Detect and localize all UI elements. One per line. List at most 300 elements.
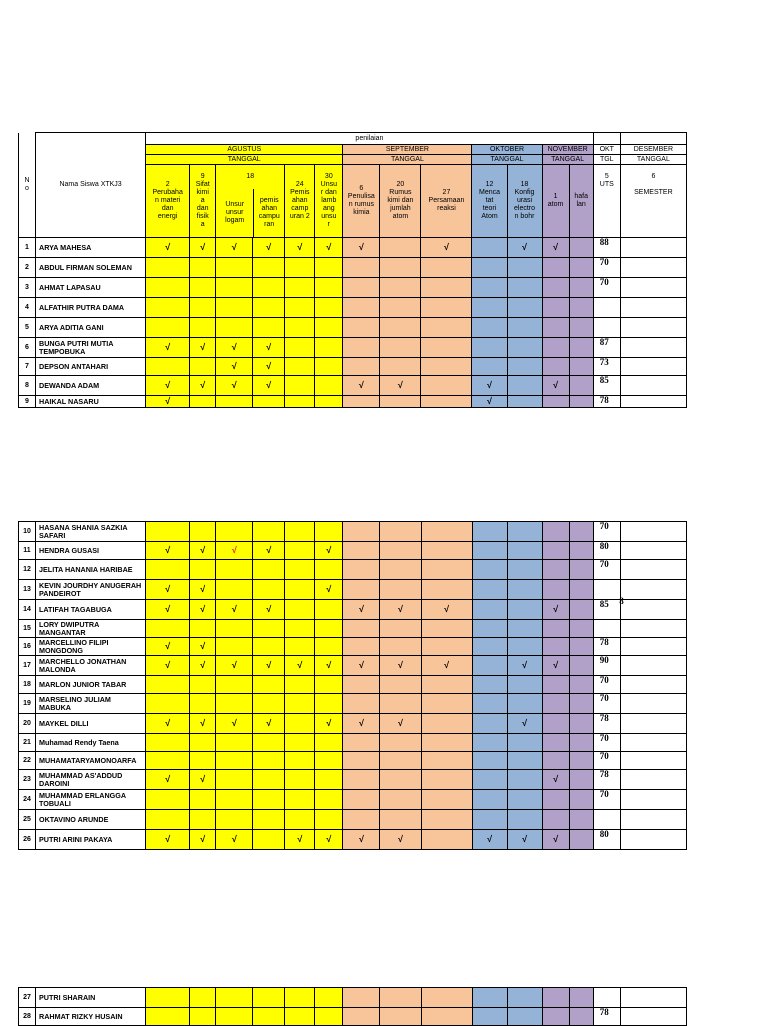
student-name: LATIFAH TAGABUGA bbox=[36, 600, 146, 620]
month-november: NOVEMBER bbox=[542, 145, 593, 155]
student-name: MUHAMMAD AS'ADDUD DAROINI bbox=[36, 770, 146, 790]
grade-cell bbox=[507, 1008, 542, 1026]
uts-score bbox=[593, 580, 620, 600]
grade-cell bbox=[380, 988, 421, 1008]
grade-cell bbox=[190, 620, 216, 638]
grade-cell bbox=[190, 638, 216, 656]
semester-score bbox=[620, 600, 686, 620]
table-row bbox=[19, 396, 687, 408]
grade-cell bbox=[472, 522, 507, 542]
grade-cell bbox=[472, 560, 507, 580]
table-row bbox=[19, 714, 687, 734]
check-mark: √ bbox=[487, 395, 492, 406]
grade-cell bbox=[315, 620, 343, 638]
grade-cell bbox=[253, 752, 285, 770]
uts-score bbox=[593, 676, 620, 694]
grade-cell bbox=[421, 338, 472, 358]
grade-table-part-1 bbox=[18, 132, 687, 408]
grade-cell bbox=[542, 600, 569, 620]
grade-cell bbox=[315, 714, 343, 734]
grade-cell bbox=[343, 580, 380, 600]
check-mark: √ bbox=[398, 603, 403, 614]
row-number: 3 bbox=[19, 278, 36, 298]
grade-cell bbox=[507, 770, 542, 790]
uts-score bbox=[593, 1008, 620, 1026]
grade-cell bbox=[285, 714, 315, 734]
table-row bbox=[19, 734, 687, 752]
grade-cell bbox=[216, 542, 253, 560]
grade-cell bbox=[569, 734, 593, 752]
check-mark: √ bbox=[297, 833, 303, 844]
grade-cell bbox=[343, 258, 380, 278]
grade-cell bbox=[315, 770, 343, 790]
grade-cell bbox=[253, 734, 285, 752]
grade-cell bbox=[507, 988, 542, 1008]
grade-cell bbox=[380, 258, 421, 278]
grade-cell bbox=[507, 318, 542, 338]
grade-cell bbox=[285, 278, 315, 298]
check-mark: √ bbox=[231, 603, 237, 614]
semester-score bbox=[620, 560, 686, 580]
student-name: HENDRA GUSASI bbox=[36, 542, 146, 560]
check-mark: √ bbox=[200, 717, 206, 728]
col-penulisan-rumus: 6 Penulisa n rumus kimia bbox=[343, 165, 380, 238]
semester-score bbox=[620, 1008, 686, 1026]
check-mark: √ bbox=[487, 379, 492, 390]
grade-cell bbox=[343, 338, 380, 358]
check-mark: √ bbox=[266, 659, 272, 670]
check-mark: √ bbox=[398, 833, 403, 844]
grade-cell bbox=[542, 830, 569, 850]
grade-cell bbox=[569, 620, 593, 638]
check-mark: √ bbox=[200, 341, 206, 352]
grade-cell bbox=[569, 1008, 593, 1026]
check-mark: √ bbox=[231, 717, 237, 728]
table-row bbox=[19, 830, 687, 850]
grade-cell bbox=[380, 238, 421, 258]
table-row bbox=[19, 560, 687, 580]
grade-cell bbox=[507, 358, 542, 376]
grade-cell bbox=[569, 600, 593, 620]
grade-cell bbox=[190, 258, 216, 278]
grade-cell bbox=[216, 752, 253, 770]
check-mark: √ bbox=[297, 659, 303, 670]
grade-cell bbox=[472, 1008, 507, 1026]
check-mark: √ bbox=[165, 773, 171, 784]
row-number: 28 bbox=[19, 1008, 36, 1026]
month-agustus: AGUSTUS bbox=[146, 145, 343, 155]
check-mark: √ bbox=[266, 360, 272, 371]
grade-cell bbox=[285, 298, 315, 318]
grade-cell bbox=[285, 560, 315, 580]
grade-cell bbox=[285, 830, 315, 850]
grade-cell bbox=[569, 358, 593, 376]
grade-cell bbox=[380, 600, 421, 620]
grade-cell bbox=[421, 790, 472, 810]
grade-cell bbox=[146, 1008, 190, 1026]
student-name: Muhamad Rendy Taena bbox=[36, 734, 146, 752]
grade-cell bbox=[343, 298, 380, 318]
section-3-rows bbox=[19, 988, 687, 1026]
col-sifat-kimia: 9 Sifat kimi a dan fisik a bbox=[190, 165, 216, 238]
grade-cell bbox=[421, 752, 472, 770]
grade-cell bbox=[315, 278, 343, 298]
uts-score-value: 90 bbox=[599, 655, 609, 665]
grade-cell bbox=[542, 770, 569, 790]
grade-cell bbox=[507, 396, 542, 408]
grade-cell bbox=[216, 560, 253, 580]
student-name: ALFATHIR PUTRA DAMA bbox=[36, 298, 146, 318]
grade-cell bbox=[315, 542, 343, 560]
grade-cell bbox=[315, 676, 343, 694]
grade-cell bbox=[507, 580, 542, 600]
uts-score bbox=[593, 542, 620, 560]
semester-score bbox=[620, 810, 686, 830]
grade-cell bbox=[507, 338, 542, 358]
check-mark: √ bbox=[266, 544, 272, 555]
grade-cell bbox=[315, 752, 343, 770]
check-mark: √ bbox=[398, 659, 403, 670]
check-mark: √ bbox=[165, 241, 171, 252]
grade-cell bbox=[285, 734, 315, 752]
grade-cell bbox=[507, 810, 542, 830]
row-number: 7 bbox=[19, 358, 36, 376]
uts-score bbox=[593, 790, 620, 810]
grade-cell bbox=[315, 396, 343, 408]
grade-cell bbox=[569, 560, 593, 580]
header-penilaian: penilaian bbox=[146, 133, 594, 145]
semester-score bbox=[620, 790, 686, 810]
grade-cell bbox=[253, 714, 285, 734]
grade-cell bbox=[285, 752, 315, 770]
student-name: RAHMAT RIZKY HUSAIN bbox=[36, 1008, 146, 1026]
row-number: 18 bbox=[19, 676, 36, 694]
grade-cell bbox=[569, 238, 593, 258]
uts-score-value: 80 bbox=[599, 541, 609, 551]
grade-cell bbox=[285, 810, 315, 830]
grade-cell bbox=[285, 358, 315, 376]
grade-cell bbox=[190, 694, 216, 714]
uts-score bbox=[593, 620, 620, 638]
col-hafalan: hafa lan bbox=[569, 165, 593, 238]
grade-cell bbox=[146, 694, 190, 714]
row-number: 16 bbox=[19, 638, 36, 656]
check-mark: √ bbox=[326, 659, 332, 670]
grade-cell bbox=[421, 600, 472, 620]
check-mark: √ bbox=[522, 833, 528, 844]
grade-cell bbox=[285, 396, 315, 408]
check-mark: √ bbox=[165, 341, 171, 352]
student-name: JELITA HANANIA HARIBAE bbox=[36, 560, 146, 580]
grade-cell bbox=[315, 988, 343, 1008]
col-uts: 5 UTS bbox=[593, 165, 620, 238]
grade-cell bbox=[343, 278, 380, 298]
uts-score bbox=[593, 830, 620, 850]
uts-score-value: 70 bbox=[599, 559, 609, 569]
check-mark: √ bbox=[266, 717, 272, 728]
check-mark: √ bbox=[200, 833, 206, 844]
grade-cell bbox=[542, 298, 569, 318]
grade-cell bbox=[285, 770, 315, 790]
grade-cell bbox=[343, 638, 380, 656]
grade-cell bbox=[253, 1008, 285, 1026]
grade-cell bbox=[146, 396, 190, 408]
grade-cell bbox=[569, 318, 593, 338]
grade-cell bbox=[542, 714, 569, 734]
student-name: MAYKEL DILLI bbox=[36, 714, 146, 734]
grade-cell bbox=[569, 790, 593, 810]
grade-cell bbox=[507, 676, 542, 694]
uts-score-value: 78 bbox=[599, 1007, 609, 1017]
grade-cell bbox=[253, 694, 285, 714]
col-pemisahan-campuran: pemis ahan campu ran bbox=[258, 197, 280, 228]
student-name: DEWANDA ADAM bbox=[36, 376, 146, 396]
grade-cell bbox=[343, 714, 380, 734]
month-okt: OKT bbox=[593, 145, 620, 155]
grade-cell bbox=[507, 790, 542, 810]
grade-cell bbox=[285, 620, 315, 638]
uts-score bbox=[593, 396, 620, 408]
grade-cell bbox=[542, 238, 569, 258]
grade-cell bbox=[216, 522, 253, 542]
grade-cell bbox=[190, 358, 216, 376]
grade-cell bbox=[380, 542, 421, 560]
check-mark: √ bbox=[200, 773, 206, 784]
table-row bbox=[19, 522, 687, 542]
check-mark: √ bbox=[553, 241, 559, 252]
grade-cell bbox=[315, 810, 343, 830]
grade-cell bbox=[190, 238, 216, 258]
col-konfigurasi-elektron: 18 Konfig urasi electro n bohr bbox=[507, 165, 542, 238]
uts-score bbox=[593, 656, 620, 676]
grade-cell bbox=[569, 988, 593, 1008]
col-atom: 1 atom bbox=[542, 165, 569, 238]
month-oktober: OKTOBER bbox=[472, 145, 542, 155]
grade-cell bbox=[190, 830, 216, 850]
table-row bbox=[19, 338, 687, 358]
check-mark: √ bbox=[200, 640, 206, 651]
grade-cell bbox=[190, 656, 216, 676]
grade-cell bbox=[472, 580, 507, 600]
semester-score bbox=[620, 542, 686, 560]
grade-cell bbox=[343, 656, 380, 676]
uts-score bbox=[593, 752, 620, 770]
grade-cell bbox=[542, 258, 569, 278]
check-mark: √ bbox=[522, 659, 528, 670]
grade-cell bbox=[343, 790, 380, 810]
grade-cell bbox=[253, 770, 285, 790]
uts-score-value: 70 bbox=[599, 277, 609, 287]
table-row bbox=[19, 376, 687, 396]
grade-cell bbox=[569, 638, 593, 656]
grade-cell bbox=[285, 238, 315, 258]
row-number: 8 bbox=[19, 376, 36, 396]
uts-score bbox=[593, 734, 620, 752]
check-mark: √ bbox=[553, 833, 559, 844]
semester-score bbox=[620, 676, 686, 694]
row-number: 26 bbox=[19, 830, 36, 850]
semester-score bbox=[620, 376, 686, 396]
grade-cell bbox=[421, 376, 472, 396]
grade-cell bbox=[315, 298, 343, 318]
check-mark: √ bbox=[231, 360, 237, 371]
grade-cell bbox=[253, 278, 285, 298]
grade-cell bbox=[190, 1008, 216, 1026]
check-mark: √ bbox=[266, 603, 272, 614]
grade-cell bbox=[190, 522, 216, 542]
grade-cell bbox=[507, 752, 542, 770]
table-row bbox=[19, 752, 687, 770]
check-mark: √ bbox=[326, 583, 332, 594]
grade-cell bbox=[343, 620, 380, 638]
grade-cell bbox=[421, 278, 472, 298]
grade-cell bbox=[472, 694, 507, 714]
tanggal-oktober: TANGGAL bbox=[472, 155, 542, 165]
semester-score bbox=[620, 396, 686, 408]
grade-cell bbox=[472, 338, 507, 358]
grade-cell bbox=[285, 656, 315, 676]
grade-cell bbox=[507, 830, 542, 850]
grade-cell bbox=[421, 238, 472, 258]
grade-cell bbox=[253, 580, 285, 600]
uts-score-value: 70 bbox=[599, 693, 609, 703]
grade-cell bbox=[343, 734, 380, 752]
grade-cell bbox=[315, 638, 343, 656]
check-mark: √ bbox=[326, 544, 332, 555]
check-mark: √ bbox=[200, 241, 206, 252]
grade-cell bbox=[216, 810, 253, 830]
grade-cell bbox=[146, 600, 190, 620]
grade-cell bbox=[569, 676, 593, 694]
check-mark: √ bbox=[297, 241, 303, 252]
grade-cell bbox=[253, 656, 285, 676]
grade-cell bbox=[380, 522, 421, 542]
table-row bbox=[19, 770, 687, 790]
row-number: 13 bbox=[19, 580, 36, 600]
table-row bbox=[19, 1008, 687, 1026]
grade-cell bbox=[343, 810, 380, 830]
grade-cell bbox=[285, 1008, 315, 1026]
grade-cell bbox=[315, 318, 343, 338]
table-row bbox=[19, 600, 687, 620]
check-mark: √ bbox=[165, 603, 171, 614]
check-mark: √ bbox=[358, 659, 364, 670]
grade-cell bbox=[315, 694, 343, 714]
score-superscript: 8 bbox=[619, 596, 624, 606]
grade-cell bbox=[507, 620, 542, 638]
student-name: MARSELINO JULIAM MABUKA bbox=[36, 694, 146, 714]
row-number: 14 bbox=[19, 600, 36, 620]
month-september: SEPTEMBER bbox=[343, 145, 472, 155]
grade-cell bbox=[315, 790, 343, 810]
grade-cell bbox=[542, 542, 569, 560]
table-row bbox=[19, 988, 687, 1008]
grade-cell bbox=[380, 694, 421, 714]
grade-cell bbox=[421, 638, 472, 656]
check-mark: √ bbox=[358, 603, 364, 614]
grade-cell bbox=[507, 638, 542, 656]
grade-cell bbox=[190, 734, 216, 752]
grade-cell bbox=[472, 258, 507, 278]
grade-cell bbox=[146, 560, 190, 580]
check-mark: √ bbox=[231, 833, 237, 844]
grade-cell bbox=[380, 770, 421, 790]
grade-cell bbox=[285, 338, 315, 358]
grade-cell bbox=[472, 638, 507, 656]
check-mark: √ bbox=[266, 341, 272, 352]
grade-cell bbox=[472, 376, 507, 396]
grade-cell bbox=[216, 278, 253, 298]
grade-cell bbox=[421, 676, 472, 694]
row-number: 27 bbox=[19, 988, 36, 1008]
grade-cell bbox=[507, 714, 542, 734]
tgl-okt: TGL bbox=[593, 155, 620, 165]
grade-cell bbox=[507, 376, 542, 396]
grade-cell bbox=[472, 790, 507, 810]
grade-cell bbox=[569, 258, 593, 278]
row-number: 10 bbox=[19, 522, 36, 542]
student-name: PUTRI SHARAIN bbox=[36, 988, 146, 1008]
grade-cell bbox=[507, 656, 542, 676]
grade-cell bbox=[542, 752, 569, 770]
check-mark: √ bbox=[522, 241, 527, 252]
grade-cell bbox=[146, 830, 190, 850]
grade-cell bbox=[216, 318, 253, 338]
grade-cell bbox=[472, 600, 507, 620]
grade-cell bbox=[253, 338, 285, 358]
row-number: 23 bbox=[19, 770, 36, 790]
grade-cell bbox=[380, 580, 421, 600]
grade-cell bbox=[421, 258, 472, 278]
grade-cell bbox=[146, 714, 190, 734]
uts-score-value: 80 bbox=[599, 829, 609, 839]
check-mark: √ bbox=[231, 659, 237, 670]
grade-cell bbox=[146, 656, 190, 676]
grade-cell bbox=[343, 676, 380, 694]
grade-cell bbox=[472, 988, 507, 1008]
grade-cell bbox=[421, 988, 472, 1008]
grade-cell bbox=[343, 542, 380, 560]
student-name: PUTRI ARINI PAKAYA bbox=[36, 830, 146, 850]
row-number: 20 bbox=[19, 714, 36, 734]
uts-score-value: 70 bbox=[599, 789, 609, 799]
student-name: MARCHELLO JONATHAN MALONDA bbox=[36, 656, 146, 676]
check-mark: √ bbox=[487, 833, 493, 844]
uts-score bbox=[593, 694, 620, 714]
check-mark: √ bbox=[398, 717, 403, 728]
semester-score bbox=[620, 770, 686, 790]
grade-cell bbox=[315, 1008, 343, 1026]
grade-cell bbox=[542, 522, 569, 542]
grade-cell bbox=[380, 638, 421, 656]
uts-score bbox=[593, 358, 620, 376]
grade-cell bbox=[542, 318, 569, 338]
grade-cell bbox=[472, 278, 507, 298]
grade-cell bbox=[472, 752, 507, 770]
grade-cell bbox=[216, 298, 253, 318]
row-number: 24 bbox=[19, 790, 36, 810]
grade-cell bbox=[216, 988, 253, 1008]
grade-cell bbox=[146, 620, 190, 638]
grade-cell bbox=[343, 238, 380, 258]
col-perubahan-materi: 2 Perubaha n materi dan energi bbox=[146, 165, 190, 238]
section-2-rows bbox=[19, 522, 687, 850]
check-mark: √ bbox=[165, 833, 171, 844]
grade-cell bbox=[253, 676, 285, 694]
student-name: LORY DWIPUTRA MANGANTAR bbox=[36, 620, 146, 638]
semester-score bbox=[620, 298, 686, 318]
grade-cell bbox=[253, 560, 285, 580]
